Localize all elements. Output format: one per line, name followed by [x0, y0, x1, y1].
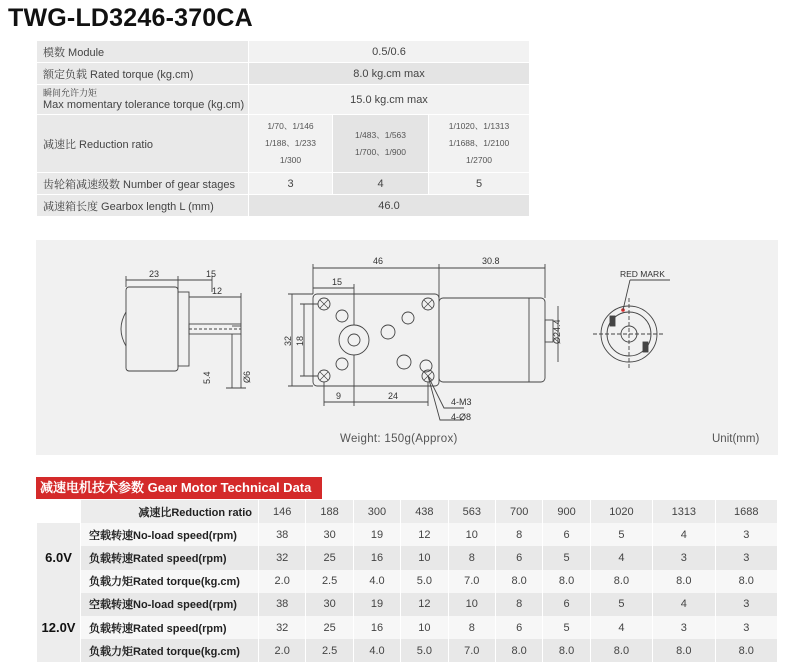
ratio-cell: 146 — [259, 500, 306, 523]
table-cell: 19 — [353, 523, 400, 546]
table-cell: 3 — [715, 523, 777, 546]
row-12v-rated-speed — [37, 616, 778, 639]
momentary-value: 15.0 kg.cm max — [249, 85, 530, 115]
reduction-g3-l3: 1/2700 — [466, 155, 492, 165]
terminal-left — [610, 316, 615, 326]
motor-end-cap — [121, 312, 126, 346]
row-6v-rated-torque — [37, 570, 778, 593]
momentary-label-cn: 瞬间允许力矩 — [43, 88, 98, 98]
table-cell: 8 — [495, 593, 542, 616]
rated-speed-label: 负载转速Rated speed(rpm) — [81, 616, 259, 639]
rated-torque-label: 额定负载 Rated torque (kg.cm) — [37, 63, 249, 85]
table-cell: 10 — [448, 593, 495, 616]
table-cell: 5 — [590, 523, 652, 546]
rated-torque-label: 负载力矩Rated torque(kg.cm) — [81, 570, 259, 593]
table-cell: 5.0 — [401, 639, 448, 662]
reduction-g2-l2: 1/700、1/900 — [354, 146, 407, 157]
table-cell: 8.0 — [715, 639, 777, 662]
reduction-group-3 — [429, 115, 530, 173]
rated-torque-label: 负载力矩Rated torque(kg.cm) — [81, 639, 259, 662]
red-mark-label: RED MARK — [620, 269, 665, 279]
gear-plate — [178, 292, 189, 366]
table-cell: 4 — [590, 546, 652, 569]
reduction-group-1 — [249, 115, 333, 173]
row-12v-no-load — [37, 593, 778, 616]
dim-32-label: 32 — [283, 335, 293, 346]
table-cell: 6 — [543, 523, 590, 546]
spec-row-gearbox-length — [37, 195, 530, 217]
table-cell: 7.0 — [448, 639, 495, 662]
table-cell: 8.0 — [653, 639, 715, 662]
table-cell: 38 — [259, 593, 306, 616]
gear-hole-3 — [336, 310, 348, 322]
reduction-group-2 — [333, 115, 429, 173]
table-cell: 7.0 — [448, 570, 495, 593]
dim-30-8-label: 30.8 — [482, 256, 500, 266]
ratio-cell: 438 — [401, 500, 448, 523]
reduction-g2-l1: 1/483、1/563 — [354, 129, 407, 140]
ratio-cell: 900 — [543, 500, 590, 523]
motor-can — [126, 287, 178, 371]
no-load-label: 空载转速No-load speed(rpm) — [81, 593, 259, 616]
momentary-label-en: Max momentary tolerance torque (kg.cm) — [43, 99, 245, 111]
gearbox-face — [313, 294, 439, 386]
table-cell: 8 — [448, 616, 495, 639]
momentary-label — [37, 85, 249, 115]
dim-46-label: 46 — [373, 256, 384, 266]
stages-label: 齿轮箱减速级数 Number of gear stages — [37, 173, 249, 195]
table-cell: 5 — [543, 616, 590, 639]
table-cell: 5 — [543, 546, 590, 569]
table-cell: 32 — [259, 616, 306, 639]
tech-data-table — [36, 500, 778, 662]
no-load-label: 空载转速No-load speed(rpm) — [81, 523, 259, 546]
ratio-cell: 1313 — [653, 500, 715, 523]
table-cell: 8.0 — [543, 570, 590, 593]
gearbox-length-label: 减速箱长度 Gearbox length L (mm) — [37, 195, 249, 217]
table-cell: 10 — [448, 523, 495, 546]
table-cell: 6 — [495, 616, 542, 639]
rated-torque-value: 8.0 kg.cm max — [249, 63, 530, 85]
drawing-svg — [36, 240, 778, 455]
table-cell: 3 — [653, 546, 715, 569]
table-cell: 2.5 — [306, 639, 353, 662]
table-cell: 3 — [653, 616, 715, 639]
output-boss — [339, 325, 369, 355]
table-cell: 8.0 — [590, 639, 652, 662]
side-view — [121, 269, 252, 388]
table-cell: 8.0 — [590, 570, 652, 593]
table-cell: 4 — [653, 593, 715, 616]
ratio-cell: 1688 — [715, 500, 777, 523]
table-cell: 38 — [259, 523, 306, 546]
reduction-g3-l2: 1/1688、1/2100 — [448, 138, 510, 148]
reduction-label: 减速比 Reduction ratio — [37, 115, 249, 173]
table-cell: 3 — [715, 546, 777, 569]
table-cell: 32 — [259, 546, 306, 569]
terminal-right — [643, 342, 648, 352]
module-label: 模数 Module — [37, 41, 249, 63]
module-value: 0.5/0.6 — [249, 41, 530, 63]
tech-data-title: 减速电机技术参数 Gear Motor Technical Data — [36, 477, 322, 499]
row-12v-rated-torque — [37, 639, 778, 662]
spec-table — [36, 40, 530, 217]
table-cell: 12 — [401, 593, 448, 616]
unit-label: Unit(mm) — [712, 433, 760, 445]
table-cell: 10 — [401, 546, 448, 569]
gear-hole-1 — [381, 325, 395, 339]
weight-label: Weight: 150g(Approx) — [340, 433, 458, 445]
gear-hole-2 — [397, 355, 411, 369]
gear-hole-4 — [336, 358, 348, 370]
dim-23-label: 23 — [149, 269, 160, 279]
end-view — [552, 269, 670, 370]
table-cell: 8.0 — [543, 639, 590, 662]
dim-15b-label: 15 — [332, 277, 343, 287]
dim-phi24-4-label: Ø24.4 — [552, 319, 562, 344]
voltage-6v: 6.0V — [37, 523, 81, 593]
page-title: TWG-LD3246-370CA — [8, 4, 253, 32]
spec-row-module — [37, 41, 530, 63]
ratio-cell: 563 — [448, 500, 495, 523]
table-cell: 5.0 — [401, 570, 448, 593]
table-cell: 4 — [653, 523, 715, 546]
spec-row-rated-torque — [37, 63, 530, 85]
table-cell: 8 — [448, 546, 495, 569]
dim-15-label: 15 — [206, 269, 217, 279]
reduction-g1-l3: 1/300 — [279, 155, 302, 165]
table-cell: 8.0 — [495, 639, 542, 662]
table-cell: 16 — [353, 616, 400, 639]
hole-marks — [320, 300, 432, 380]
table-cell: 12 — [401, 523, 448, 546]
row-6v-no-load — [37, 523, 778, 546]
table-cell: 2.0 — [259, 639, 306, 662]
table-cell: 2.0 — [259, 570, 306, 593]
table-cell: 8.0 — [495, 570, 542, 593]
dim-12-label: 12 — [212, 286, 223, 296]
reduction-g3-l1: 1/1020、1/1313 — [448, 121, 510, 131]
spec-row-stages — [37, 173, 530, 195]
table-cell: 4.0 — [353, 570, 400, 593]
table-cell: 2.5 — [306, 570, 353, 593]
gearbox-length-value: 46.0 — [249, 195, 530, 217]
reduction-g1-l2: 1/188、1/233 — [264, 138, 317, 148]
table-cell: 10 — [401, 616, 448, 639]
table-cell: 3 — [715, 616, 777, 639]
row-6v-rated-speed — [37, 546, 778, 569]
table-cell: 4.0 — [353, 639, 400, 662]
table-cell: 6 — [495, 546, 542, 569]
stages-5: 5 — [429, 173, 530, 195]
table-cell: 8.0 — [653, 570, 715, 593]
table-cell: 30 — [306, 593, 353, 616]
ratio-cell: 1020 — [590, 500, 652, 523]
spec-row-reduction — [37, 115, 530, 173]
voltage-12v: 12.0V — [37, 593, 81, 663]
dim-24-label: 24 — [388, 391, 399, 401]
reduction-g1-l1: 1/70、1/146 — [267, 121, 314, 131]
table-cell: 16 — [353, 546, 400, 569]
dimension-drawing — [36, 240, 778, 455]
table-cell: 8.0 — [715, 570, 777, 593]
ratio-cell: 188 — [306, 500, 353, 523]
table-cell: 8 — [495, 523, 542, 546]
dim-4phi8-label: 4-Ø8 — [451, 412, 472, 422]
stages-4: 4 — [333, 173, 429, 195]
ratio-cell: 700 — [495, 500, 542, 523]
table-cell: 30 — [306, 523, 353, 546]
spec-row-momentary — [37, 85, 530, 115]
ratio-header-row — [37, 500, 778, 523]
front-view — [283, 256, 553, 422]
dim-phi6-label: Ø6 — [242, 370, 252, 383]
table-cell: 25 — [306, 546, 353, 569]
table-cell: 3 — [715, 593, 777, 616]
ratio-label: 减速比Reduction ratio — [81, 500, 259, 523]
gear-hole-5 — [402, 312, 414, 324]
dim-9-label: 9 — [336, 391, 342, 401]
dim-18-label: 18 — [295, 335, 305, 346]
table-cell: 25 — [306, 616, 353, 639]
ratio-cell: 300 — [353, 500, 400, 523]
dim-5-4-label: 5.4 — [202, 371, 212, 384]
corner-cell — [37, 500, 81, 523]
dim-4m3-label: 4-M3 — [451, 397, 472, 407]
table-cell: 4 — [590, 616, 652, 639]
output-shaft-face — [348, 334, 360, 346]
table-cell: 6 — [543, 593, 590, 616]
table-cell: 5 — [590, 593, 652, 616]
rated-speed-label: 负载转速Rated speed(rpm) — [81, 546, 259, 569]
stages-3: 3 — [249, 173, 333, 195]
table-cell: 19 — [353, 593, 400, 616]
